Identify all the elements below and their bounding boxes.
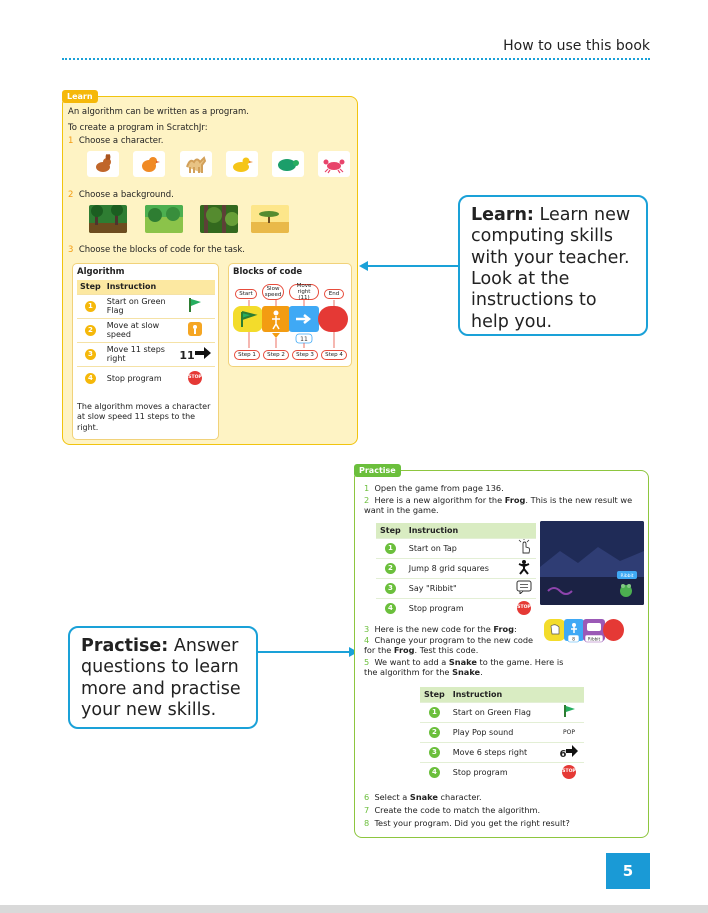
practise-item <box>364 495 646 516</box>
item-text: Create the code to match the algorithm. <box>374 805 541 815</box>
learn-pointer-arrow <box>355 260 461 272</box>
step-number-badge: 4 <box>85 373 96 384</box>
column-header-instruction: Instruction <box>405 523 512 538</box>
callout-text: Learn new computing skills with your teacher. Look at the instructions to help you. <box>471 205 631 332</box>
learn-callout <box>458 195 648 336</box>
step-number-badge: 1 <box>85 301 96 312</box>
step-number-badge: 4 <box>429 767 440 778</box>
pop-sound-label: POP <box>554 722 584 742</box>
column-header-step: Step <box>376 523 405 538</box>
learn-line-2: To create a program in ScratchJr: <box>68 123 208 133</box>
page-number-badge: 5 <box>606 853 650 889</box>
block-step-label: Step 1 <box>234 350 260 360</box>
learn-tag: Learn <box>62 90 98 103</box>
column-header-instruction: Instruction <box>449 687 554 702</box>
instruction-text: Jump 8 grid squares <box>405 558 512 578</box>
step-number-badge: 3 <box>385 583 396 594</box>
item-text: : <box>514 624 517 634</box>
move-count-label: 6 <box>559 748 567 760</box>
item-text: . Test this code. <box>414 645 479 656</box>
table-row <box>376 578 536 598</box>
item-number: 1 <box>364 483 370 493</box>
character-bird-icon[interactable] <box>133 151 165 177</box>
frog-game-scene-image <box>540 521 644 605</box>
algorithm-summary: The algorithm moves a character at slow speed 11 steps to the right. <box>77 402 211 432</box>
practise-pointer-arrow <box>258 646 360 658</box>
step-number-badge: 3 <box>85 349 96 360</box>
header-dotted-rule <box>62 58 650 60</box>
item-bold: Frog <box>393 645 415 656</box>
background-park-image[interactable] <box>145 205 183 233</box>
algorithm-box <box>72 263 219 440</box>
table-header-row <box>420 687 584 702</box>
table-row <box>420 742 584 762</box>
background-forest-image[interactable] <box>89 205 127 233</box>
step-number-badge: 2 <box>85 325 96 336</box>
instruction-text: Start on Green Flag <box>104 294 175 318</box>
move-count-label: 11 <box>179 348 195 362</box>
stop-sign-icon: STOP <box>188 371 202 385</box>
instruction-text: Stop program <box>104 366 175 390</box>
step-number-badge: 1 <box>385 543 396 554</box>
speech-bubble-icon <box>516 587 532 596</box>
table-row <box>77 318 215 342</box>
frog-code-value: 8 <box>572 637 575 643</box>
frog-speech-bubble: Ribbit <box>620 574 634 579</box>
practise-item <box>364 805 634 815</box>
step-number-badge: 2 <box>385 563 396 574</box>
background-savannah-image[interactable] <box>251 205 289 233</box>
item-text: We want to add a <box>374 657 449 667</box>
tap-hand-icon <box>517 548 531 557</box>
code-blocks-diagram <box>232 300 350 350</box>
table-row <box>376 558 536 578</box>
item-text: Open the game from page 136. <box>374 483 504 493</box>
practise-panel <box>354 466 649 838</box>
item-text: Here is a new algorithm for the <box>374 495 505 505</box>
character-rabbit-icon[interactable] <box>87 151 119 177</box>
practise-tag: Practise <box>354 464 401 477</box>
item-text: . This is the new result we want in the game. <box>364 495 633 516</box>
step-number-badge: 4 <box>385 603 396 614</box>
character-duck-icon[interactable] <box>226 151 258 177</box>
learn-panel <box>62 92 358 445</box>
move-value-label: 11 <box>300 336 308 343</box>
green-flag-icon <box>187 306 203 315</box>
column-header-icon <box>554 687 584 702</box>
block-label-slow-speed: Slow speed <box>262 284 284 300</box>
item-text: character. <box>437 792 482 802</box>
practise-callout <box>68 626 258 729</box>
block-label-end: End <box>324 289 344 299</box>
step-text: Choose the blocks of code for the task. <box>78 245 245 255</box>
practise-item <box>364 483 644 493</box>
item-bold: Snake <box>452 667 481 678</box>
algorithm-title: Algorithm <box>77 267 125 277</box>
learn-line-1: An algorithm can be written as a program. <box>68 107 249 117</box>
callout-text: Answer questions to learn more and practise your new skills. <box>81 636 241 721</box>
algorithm-table <box>77 280 215 390</box>
table-row <box>420 702 584 722</box>
item-text: Change your program to the new code for the <box>364 635 534 656</box>
step-number: 2 <box>68 190 74 200</box>
column-header-step: Step <box>77 280 104 294</box>
practise-item <box>364 624 564 634</box>
block-step-label: Step 3 <box>292 350 318 360</box>
table-header-row <box>77 280 215 294</box>
character-turtle-icon[interactable] <box>272 151 304 177</box>
instruction-text: Move 6 steps right <box>449 742 554 762</box>
block-label-move-right: Move right (11) <box>289 284 319 300</box>
item-bold: Snake <box>409 792 438 802</box>
callout-title: Learn: <box>471 205 534 225</box>
step-number: 3 <box>68 245 74 255</box>
page-header-title: How to use this book <box>503 38 650 54</box>
step-text: Choose a character. <box>78 136 164 146</box>
learn-step-1 <box>68 136 163 146</box>
right-arrow-icon <box>566 750 578 759</box>
item-bold: Snake <box>448 657 477 667</box>
table-row <box>420 762 584 782</box>
item-text: Select a <box>374 792 410 802</box>
instruction-text: Stop program <box>449 762 554 782</box>
jump-figure-icon <box>517 568 531 577</box>
practise-item <box>364 792 634 802</box>
column-header-instruction: Instruction <box>104 280 175 294</box>
bottom-edge-strip <box>0 905 708 913</box>
step-text: Choose a background. <box>78 190 174 200</box>
instruction-text: Play Pop sound <box>449 722 554 742</box>
step-number-badge: 1 <box>429 707 440 718</box>
item-number: 7 <box>364 805 370 815</box>
column-header-step: Step <box>420 687 449 702</box>
item-text: . <box>480 667 483 678</box>
item-text: Test your program. Did you get the right result? <box>374 818 570 828</box>
table-row <box>420 722 584 742</box>
block-step-label: Step 4 <box>321 350 347 360</box>
snake-algorithm-table <box>420 687 584 782</box>
instruction-text: Stop program <box>405 598 512 618</box>
practise-item <box>364 818 644 828</box>
instruction-text: Move at slow speed <box>104 318 175 342</box>
frog-code-blocks <box>543 617 625 647</box>
instruction-text: Start on Tap <box>405 538 512 558</box>
character-camel-icon[interactable] <box>180 151 212 177</box>
item-number: 4 <box>364 635 370 645</box>
stop-sign-icon: STOP <box>562 765 576 779</box>
blocks-title: Blocks of code <box>233 267 303 277</box>
frog-algorithm-table <box>376 523 536 618</box>
item-number: 2 <box>364 495 370 505</box>
slow-speed-icon <box>187 330 203 339</box>
step-number-badge: 2 <box>429 727 440 738</box>
table-row <box>77 294 215 318</box>
table-row <box>376 538 536 558</box>
item-text: Here is the new code for the <box>374 624 494 634</box>
learn-step-3 <box>68 245 245 255</box>
right-arrow-icon <box>195 352 211 361</box>
step-number-badge: 3 <box>429 747 440 758</box>
table-header-row <box>376 523 536 538</box>
table-row <box>77 342 215 366</box>
item-number: 3 <box>364 624 370 634</box>
table-row <box>376 598 536 618</box>
learn-step-2 <box>68 190 174 200</box>
item-bold: Frog <box>504 495 526 505</box>
item-number: 5 <box>364 657 370 667</box>
stop-sign-icon: STOP <box>517 601 531 615</box>
blocks-of-code-box <box>228 263 352 367</box>
item-number: 6 <box>364 792 370 802</box>
item-text: to the game. Here is the algorithm for the <box>364 657 564 678</box>
table-row <box>77 366 215 390</box>
callout-title: Practise: <box>81 636 169 656</box>
item-bold: Frog <box>493 624 515 634</box>
instruction-text: Move 11 steps right <box>104 342 175 366</box>
frog-code-value: Ribbit <box>587 636 601 642</box>
column-header-icon <box>175 280 215 294</box>
block-step-label: Step 2 <box>263 350 289 360</box>
step-number: 1 <box>68 136 74 146</box>
instruction-text: Say "Ribbit" <box>405 578 512 598</box>
practise-item <box>364 657 564 678</box>
block-label-start: Start <box>235 289 257 299</box>
practise-item <box>364 635 542 656</box>
column-header-icon <box>512 523 536 538</box>
character-crab-icon[interactable] <box>318 151 350 177</box>
instruction-text: Start on Green Flag <box>449 702 554 722</box>
item-number: 8 <box>364 818 370 828</box>
background-jungle-image[interactable] <box>200 205 238 233</box>
green-flag-icon <box>562 711 576 720</box>
